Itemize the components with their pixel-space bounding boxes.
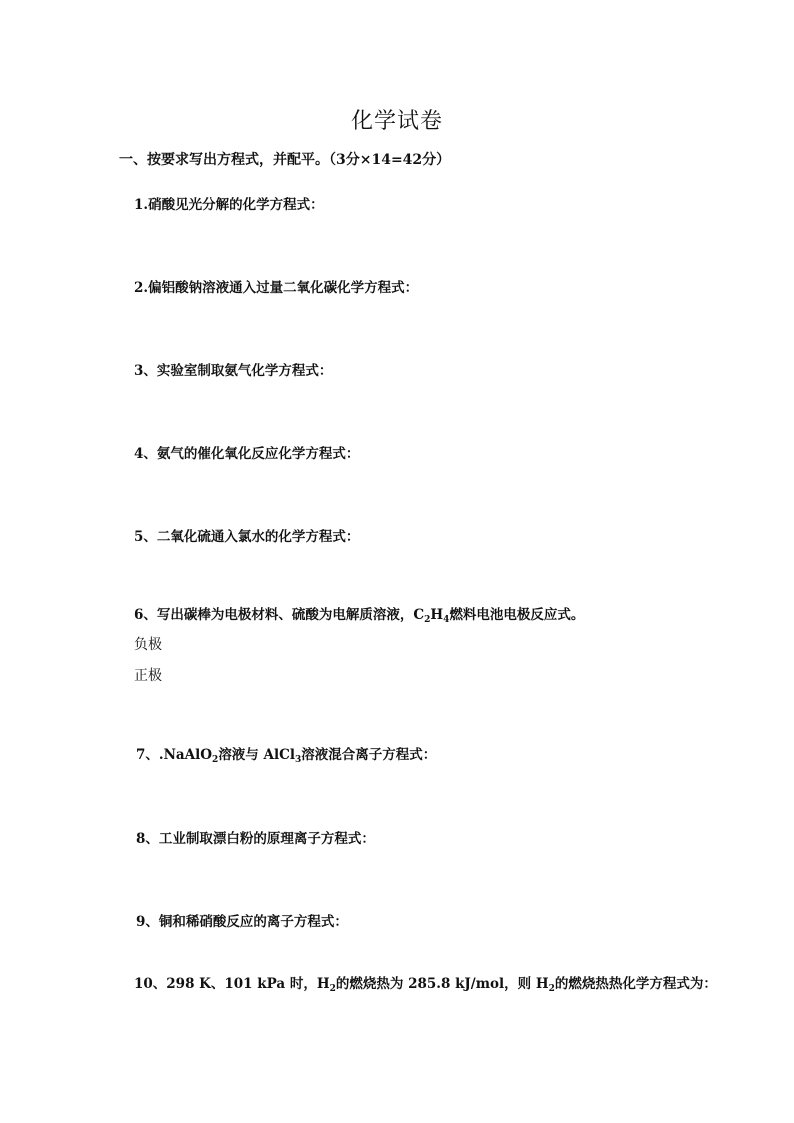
question-3: 3、实验室制取氨气化学方程式： bbox=[134, 363, 333, 379]
question-10-subscript-a: 2 bbox=[329, 984, 336, 994]
question-6-text-a: 6、写出碳棒为电极材料、硫酸为电解质溶液，C bbox=[134, 607, 425, 623]
question-8: 8、工业制取漂白粉的原理离子方程式： bbox=[136, 831, 375, 847]
question-6-text-b: H bbox=[430, 607, 444, 623]
question-5: 5、二氧化硫通入氯水的化学方程式： bbox=[134, 529, 360, 545]
question-6-subscript-a: 2 bbox=[424, 615, 431, 625]
question-7-subscript-a: 2 bbox=[212, 755, 219, 765]
question-10-subscript-b: 2 bbox=[548, 984, 555, 994]
question-7 bbox=[136, 743, 436, 763]
question-10-text-c: 的燃烧热热化学方程式为： bbox=[554, 976, 717, 992]
question-2: 2.偏铝酸钠溶液通入过量二氧化碳化学方程式： bbox=[134, 280, 419, 296]
question-9: 9、铜和稀硝酸反应的离子方程式： bbox=[136, 914, 348, 930]
question-1: 1.硝酸见光分解的化学方程式： bbox=[134, 197, 324, 213]
question-10-text-b: 的燃烧热为 285.8 kJ/mol，则 H bbox=[335, 976, 549, 992]
section-heading: 一、按要求写出方程式，并配平。（3分×14=42分） bbox=[119, 152, 451, 168]
question-7-text-b: 溶液与 AlCl bbox=[218, 747, 295, 763]
question-10-text-a: 10、298 K、101 kPa 时，H bbox=[134, 976, 330, 992]
question-6-subscript-b: 4 bbox=[443, 615, 450, 625]
negative-electrode-label: 负极 bbox=[134, 637, 162, 653]
question-7-text-c: 溶液混合离子方程式： bbox=[301, 747, 437, 763]
question-4: 4、氨气的催化氧化反应化学方程式： bbox=[134, 446, 360, 462]
exam-title: 化学试卷 bbox=[350, 109, 443, 134]
question-7-subscript-b: 3 bbox=[295, 755, 302, 765]
question-6 bbox=[134, 603, 584, 623]
question-7-text-a: 7、.NaAlO bbox=[136, 747, 213, 763]
question-6-text-c: 燃料电池电极反应式。 bbox=[449, 607, 585, 623]
positive-electrode-label: 正极 bbox=[134, 668, 162, 684]
question-10 bbox=[134, 972, 717, 992]
